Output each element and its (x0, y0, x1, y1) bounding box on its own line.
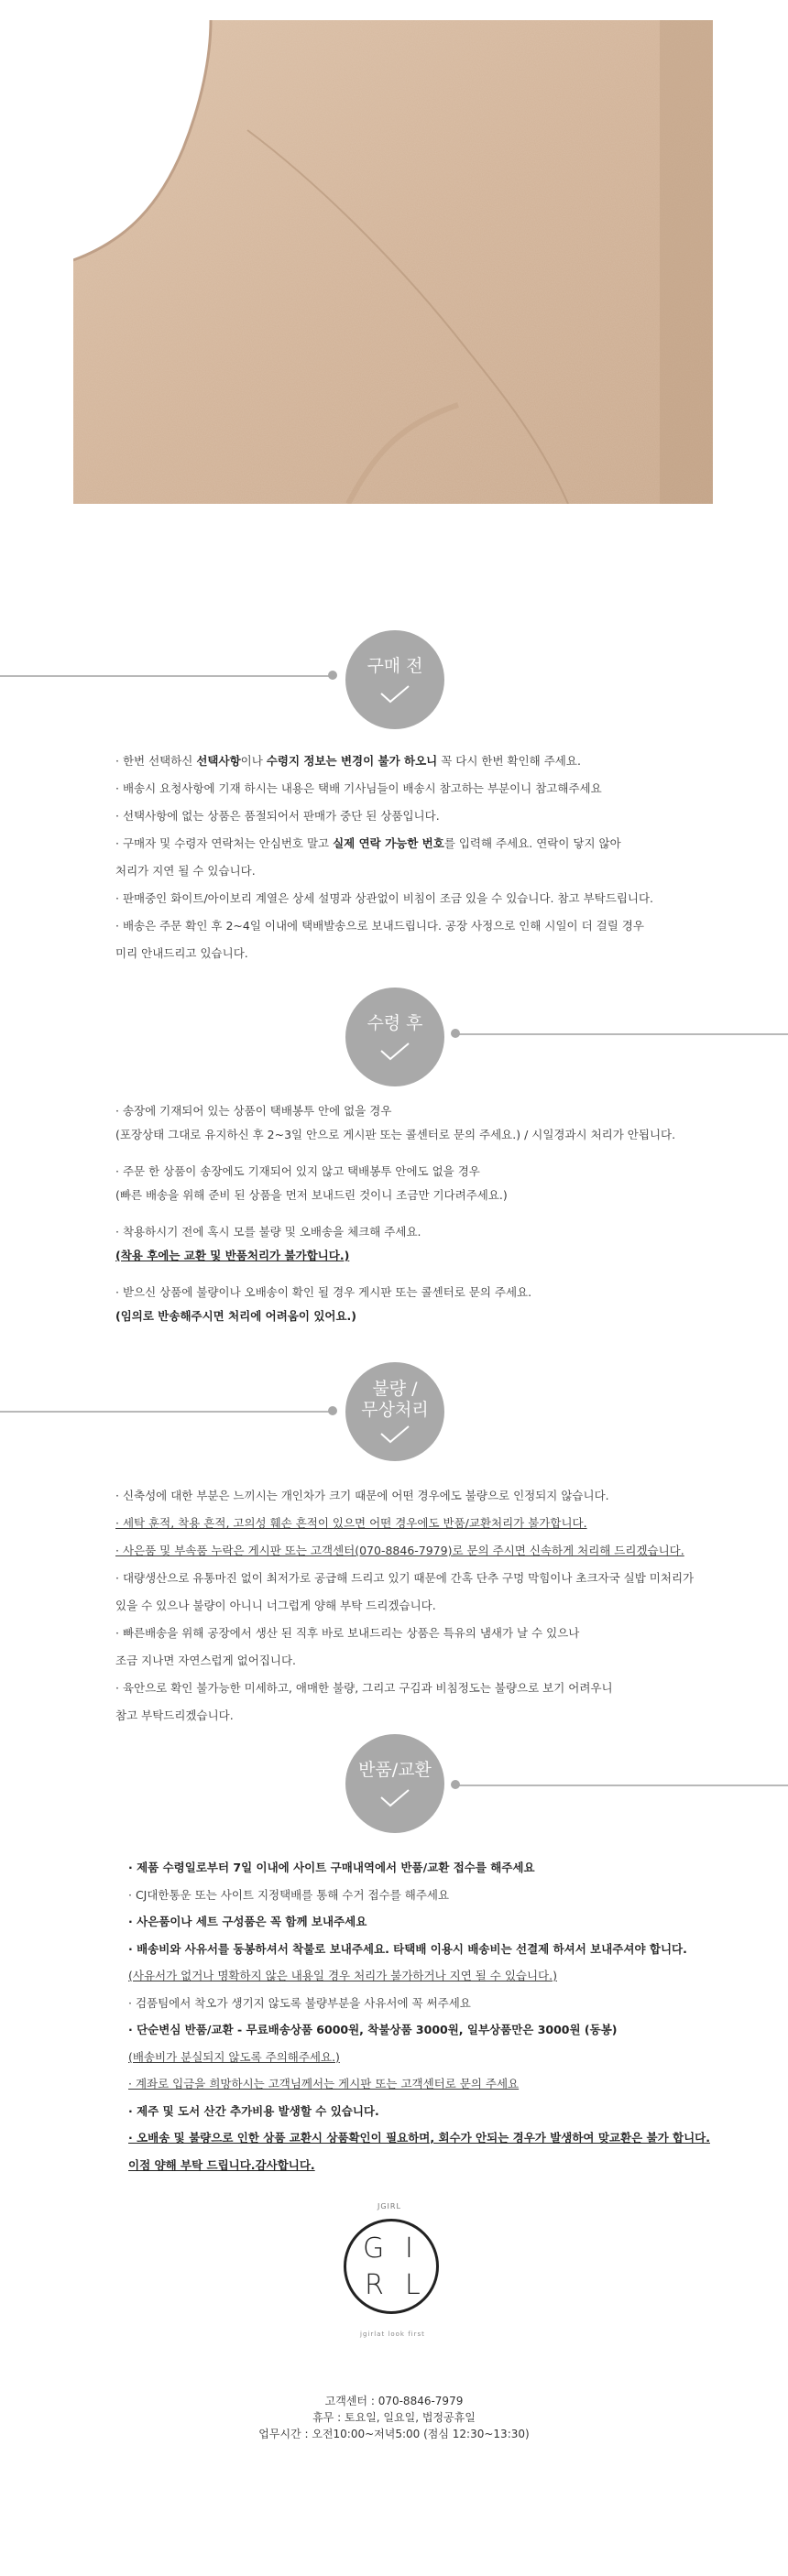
section-defect-text (115, 1482, 694, 1730)
list-item: · 선택사항에 없는 상품은 품절되어서 판매가 중단 된 상품입니다. (115, 809, 440, 823)
list-item: · 송장에 기재되어 있는 상품이 택배봉투 안에 없을 경우 (115, 1104, 392, 1118)
list-item: · 대량생산으로 유통마진 없이 최저가로 공급해 드리고 있기 때문에 간혹 단추 구멍 막힘이나 초크자국 실밥 미처리가 (115, 1571, 695, 1585)
list-item: 미리 안내드리고 있습니다. (115, 946, 248, 960)
list-item: 처리가 지연 될 수 있습니다. (115, 864, 256, 878)
contact-hours: 업무시간 : 오전10:00~저녁5:00 (점심 12:30~13:30) (258, 2428, 530, 2440)
list-item: · 신축성에 대한 부분은 느끼시는 개인차가 크기 때문에 어떤 경우에도 불량으로 인정되지 않습니다. (115, 1489, 609, 1502)
section-before-text (115, 748, 653, 967)
list-item: · 한번 선택하신 선택사항이나 수령지 정보는 변경이 불가 하오니 꼭 다시 한번 확인해 주세요. (115, 754, 581, 768)
contact-info (0, 2393, 788, 2442)
list-item: 조금 지나면 자연스럽게 없어집니다. (115, 1654, 297, 1667)
section-divider-dot (451, 1780, 460, 1789)
list-item: (사유서가 없거나 명확하지 않은 내용일 경우 처리가 불가하거나 지연 될 수 있습니다.) (128, 1969, 557, 1982)
list-item: (배송비가 분실되지 않도록 주의해주세요.) (128, 2049, 340, 2064)
list-item: · 빠른배송을 위해 공장에서 생산 된 직후 바로 보내드리는 상품은 특유의 냄새가 날 수 있으나 (115, 1626, 580, 1640)
section-title: 불량 / 무상처리 (361, 1379, 429, 1420)
list-item: (포장상태 그대로 유지하신 후 2~3일 안으로 게시판 또는 콜센터로 문의 주세요.) / 시일경과시 처리가 안됩니다. (115, 1128, 676, 1141)
section-divider-dot (328, 1406, 337, 1415)
list-item: · 받으신 상품에 불량이나 오배송이 확인 될 경우 게시판 또는 콜센터로 문의 주세요. (115, 1285, 532, 1299)
list-item: (빠른 배송을 위해 준비 된 상품을 먼저 보내드린 것이니 조금만 기다려주세요.) (115, 1188, 508, 1202)
list-item: · 육안으로 확인 불가능한 미세하고, 애매한 불량, 그리고 구김과 비침정도는 불량으로 보기 어려우니 (115, 1681, 613, 1695)
list-item: · 오배송 및 불량으로 인한 상품 교환시 상품확인이 필요하며, 회수가 안되는 경우가 발생하여 맞교환은 불가 합니다. (128, 2131, 710, 2145)
brand-label: JGIRL (378, 2202, 401, 2210)
list-item: 참고 부탁드리겠습니다. (115, 1708, 234, 1722)
section-divider-line (458, 1785, 788, 1786)
section-after-text (115, 1099, 675, 1328)
contact-phone: 고객센터 : 070-8846-7979 (324, 2395, 464, 2407)
section-title: 구매 전 (367, 655, 423, 676)
section-divider-line (0, 1411, 330, 1413)
list-item: · 판매중인 화이트/아이보리 계열은 상세 설명과 상관없이 비침이 조금 있을 수 있습니다. 참고 부탁드립니다. (115, 891, 654, 905)
list-item: · 배송시 요청사항에 기재 하시는 내용은 택배 기사님들이 배송시 참고하는 부분이니 참고해주세요 (115, 781, 602, 795)
check-icon (379, 1788, 410, 1808)
list-item: 있을 수 있으나 불량이 아니니 너그럽게 양해 부탁 드리겠습니다. (115, 1599, 436, 1612)
section-return-text (128, 1854, 710, 2178)
logo-letter: L (405, 2269, 421, 2301)
list-item: · 사은품 및 부속품 누락은 게시판 또는 고객센터(070-8846-7979)로 문의 주시면 신속하게 처리해 드리겠습니다. (115, 1544, 684, 1557)
list-item: · 제품 수령일로부터 7일 이내에 사이트 구매내역에서 반품/교환 접수를 해주세요 (128, 1861, 535, 1874)
check-icon (379, 1424, 410, 1445)
section-badge-before (345, 630, 444, 729)
list-item: · 구매자 및 수령자 연락처는 안심번호 말고 실제 연락 가능한 번호를 입력해 주세요. 연락이 닿지 않아 (115, 836, 621, 850)
brand-tagline: jgirlat look first (360, 2330, 425, 2338)
section-badge-defect (345, 1362, 444, 1461)
list-item: (착용 후에는 교환 및 반품처리가 불가합니다.) (115, 1249, 350, 1262)
list-item: · 검품팀에서 착오가 생기지 않도록 불량부분을 사유서에 꼭 써주세요 (128, 1995, 471, 2010)
list-item: · 계좌로 입금을 희망하시는 고객님께서는 게시판 또는 고객센터로 문의 주세요 (128, 2077, 520, 2090)
list-item: · 배송비와 사유서를 동봉하셔서 착불로 보내주세요. 타택배 이용시 배송비는 선결제 하셔서 보내주셔야 합니다. (128, 1941, 687, 1956)
list-item: · 주문 한 상품이 송장에도 기재되어 있지 않고 택배봉투 안에도 없을 경우 (115, 1164, 480, 1178)
product-photo (73, 20, 713, 504)
list-item: · 착용하시기 전에 혹시 모를 불량 및 오배송을 체크해 주세요. (115, 1225, 421, 1239)
logo-letter: I (405, 2232, 413, 2265)
section-divider-line (458, 1033, 788, 1035)
logo-letter: G (363, 2232, 385, 2265)
contact-closed-days: 휴무 : 토요일, 일요일, 법정공휴일 (312, 2411, 476, 2424)
section-divider-line (0, 675, 330, 677)
list-item: · CJ대한통운 또는 사이트 지정택배를 통해 수거 접수를 해주세요 (128, 1887, 450, 1902)
section-title: 반품/교환 (358, 1759, 432, 1780)
check-icon (379, 684, 410, 704)
list-item: · 제주 및 도서 산간 추가비용 발생할 수 있습니다. (128, 2103, 379, 2118)
list-item: (임의로 반송해주시면 처리에 어려움이 있어요.) (115, 1309, 357, 1323)
list-item: · 단순변심 반품/교환 - 무료배송상품 6000원, 착불상품 3000원, 일부상품만은 3000원 (동봉) (128, 2023, 618, 2036)
section-badge-return (345, 1734, 444, 1833)
section-divider-dot (451, 1029, 460, 1038)
section-divider-dot (328, 671, 337, 680)
check-icon (379, 1042, 410, 1062)
section-title: 수령 후 (367, 1012, 423, 1033)
section-badge-after (345, 988, 444, 1086)
brand-logo (344, 2219, 439, 2314)
list-item: · 배송은 주문 확인 후 2~4일 이내에 택배발송으로 보내드립니다. 공장 사정으로 인해 시일이 더 걸릴 경우 (115, 919, 644, 933)
list-item: 이점 양해 부탁 드립니다.감사합니다. (128, 2157, 315, 2172)
logo-letter: R (365, 2269, 384, 2301)
list-item: · 사은품이나 세트 구성품은 꼭 함께 보내주세요 (128, 1915, 367, 1928)
list-item: · 세탁 훈적, 착용 흔적, 고의성 훼손 흔적이 있으면 어떤 경우에도 반품/교환처리가 불가합니다. (115, 1516, 587, 1530)
